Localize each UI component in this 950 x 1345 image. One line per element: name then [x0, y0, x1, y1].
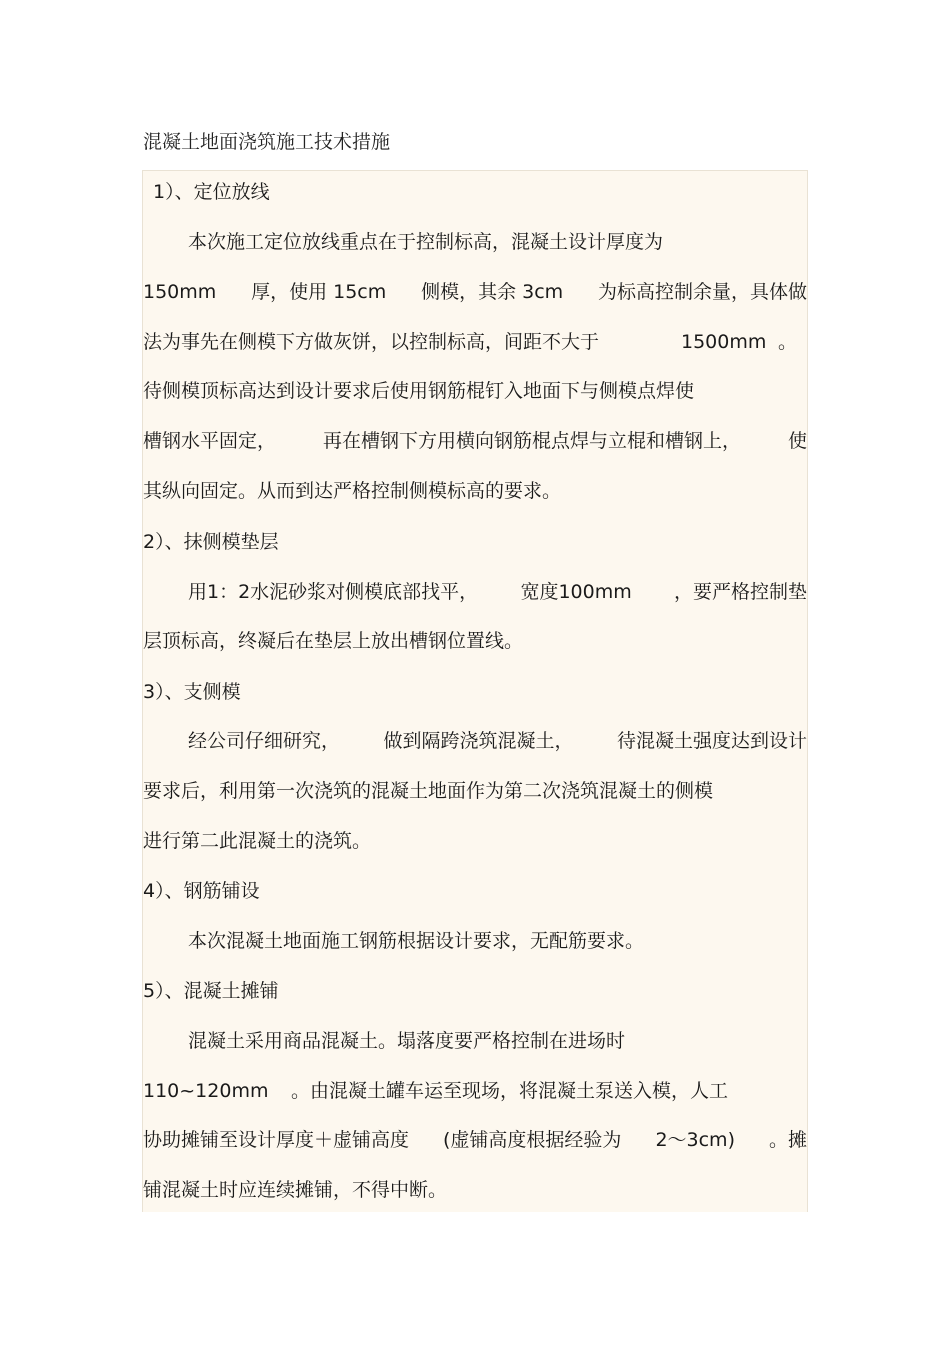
section-heading-5: 5）、混凝土摊铺 — [143, 980, 279, 1002]
text-segment: (虚铺高度根据经验为 — [443, 1129, 622, 1151]
paragraph-line: 层顶标高，终凝后在垫层上放出槽钢位置线。 — [143, 630, 524, 652]
paragraph-line: 铺混凝土时应连续摊铺，不得中断。 — [143, 1179, 448, 1201]
paragraph-line — [188, 726, 807, 756]
text-segment: 。由混凝土罐车运至现场，将混凝土泵送入模，人工 — [291, 1080, 729, 1102]
text-segment: 。 — [778, 331, 798, 353]
text-segment: 用1：2水泥砂浆对侧模底部找平， — [188, 581, 479, 603]
text-segment: 待混凝土强度达到设计 — [616, 730, 807, 752]
document-title: 混凝土地面浇筑施工技术措施 — [143, 131, 391, 153]
text-segment: 厚，使用 15cm — [251, 281, 387, 303]
text-segment: 侧模，其余 3cm — [421, 281, 564, 303]
text-segment: 使 — [787, 430, 807, 452]
paragraph-line — [143, 327, 807, 357]
text-segment: 。摊 — [768, 1129, 807, 1151]
paragraph-line — [143, 277, 807, 307]
text-segment: 2～3cm) — [655, 1129, 735, 1151]
paragraph-line — [143, 1076, 807, 1106]
text-segment: 协助摊铺至设计厚度＋虚铺高度 — [143, 1129, 410, 1151]
paragraph-line: 本次施工定位放线重点在于控制标高，混凝土设计厚度为 — [188, 231, 664, 253]
paragraph-line — [143, 426, 807, 456]
text-segment: 再在槽钢下方用横向钢筋棍点焊与立棍和槽钢上， — [322, 430, 741, 452]
text-segment: 槽钢水平固定， — [143, 430, 277, 452]
text-segment: 法为事先在侧模下方做灰饼，以控制标高，间距不大于 — [143, 331, 600, 353]
paragraph-line: 混凝土采用商品混凝土。塌落度要严格控制在进场时 — [188, 1030, 626, 1052]
section-heading-4: 4）、钢筋铺设 — [143, 880, 260, 902]
section-heading-3: 3）、支侧模 — [143, 681, 241, 703]
text-segment: ，要严格控制垫 — [673, 581, 807, 603]
paragraph-line — [188, 577, 807, 607]
text-segment: 经公司仔细研究， — [188, 730, 341, 752]
text-segment: 做到隔跨浇筑混凝土， — [383, 730, 574, 752]
paragraph-line: 本次混凝土地面施工钢筋根据设计要求，无配筋要求。 — [188, 930, 645, 952]
paragraph-line: 其纵向固定。从而到达严格控制侧模标高的要求。 — [143, 480, 562, 502]
paragraph-line: 进行第二此混凝土的浇筑。 — [143, 830, 372, 852]
text-segment: 150mm — [143, 281, 217, 303]
section-heading-2: 2）、抹侧模垫层 — [143, 531, 279, 553]
text-segment: 为标高控制余量，具体做 — [597, 281, 807, 303]
text-segment: 110~120mm — [143, 1080, 269, 1102]
section-heading-1: 1）、定位放线 — [153, 181, 270, 203]
text-segment: 1500mm — [681, 331, 767, 353]
paragraph-line: 要求后，利用第一次浇筑的混凝土地面作为第二次浇筑混凝土的侧模 — [143, 780, 714, 802]
text-segment: 宽度100mm — [520, 581, 632, 603]
paragraph-line — [143, 1125, 807, 1155]
paragraph-line: 待侧模顶标高达到设计要求后使用钢筋棍钉入地面下与侧模点焊使 — [143, 380, 695, 402]
